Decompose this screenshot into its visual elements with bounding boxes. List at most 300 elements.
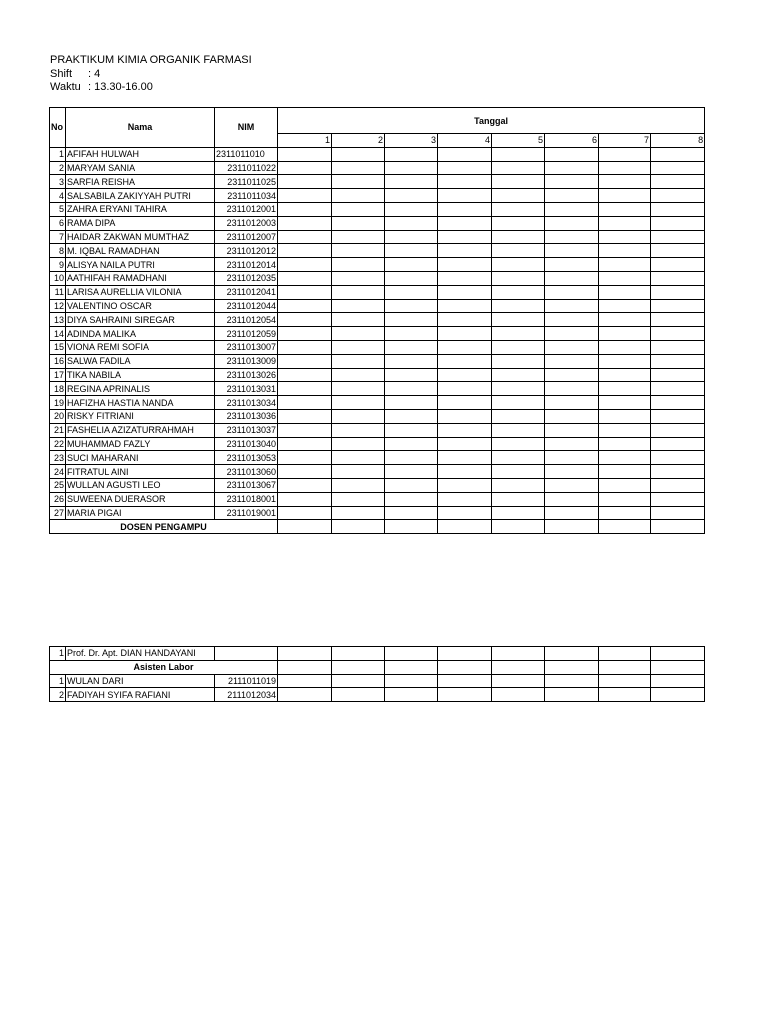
cell-nim: 2311012014 xyxy=(215,258,278,272)
cell-no: 2 xyxy=(50,161,66,175)
attendance-cell xyxy=(599,147,651,161)
attendance-cell xyxy=(438,465,492,479)
attendance-cell xyxy=(385,285,438,299)
attendance-cell xyxy=(438,451,492,465)
cell-nama: FITRATUL AINI xyxy=(66,465,215,479)
cell-no: 25 xyxy=(50,478,66,492)
cell-nim: 2311012041 xyxy=(215,285,278,299)
cell-nama: SUWEENA DUERASOR xyxy=(66,492,215,506)
attendance-cell xyxy=(332,258,385,272)
cell-no: 23 xyxy=(50,451,66,465)
attendance-cell xyxy=(545,161,599,175)
attendance-cell xyxy=(492,409,545,423)
attendance-cell xyxy=(492,647,545,661)
attendance-cell xyxy=(545,409,599,423)
attendance-cell xyxy=(651,175,705,189)
cell-nama: DIYA SAHRAINI SIREGAR xyxy=(66,313,215,327)
attendance-cell xyxy=(599,354,651,368)
attendance-cell xyxy=(651,520,705,534)
attendance-cell xyxy=(545,647,599,661)
asisten-labor-label: Asisten Labor xyxy=(50,660,278,674)
cell-no: 11 xyxy=(50,285,66,299)
cell-nim: 2311013067 xyxy=(215,478,278,492)
attendance-cell xyxy=(651,327,705,341)
attendance-cell xyxy=(492,258,545,272)
attendance-cell xyxy=(545,660,599,674)
attendance-cell xyxy=(385,451,438,465)
student-row xyxy=(50,202,705,216)
cell-nama: HAIDAR ZAKWAN MUMTHAZ xyxy=(66,230,215,244)
attendance-cell xyxy=(599,520,651,534)
student-rows xyxy=(50,147,705,533)
student-row xyxy=(50,258,705,272)
attendance-cell xyxy=(278,161,332,175)
attendance-cell xyxy=(438,660,492,674)
attendance-cell xyxy=(438,647,492,661)
attendance-cell xyxy=(278,258,332,272)
attendance-cell xyxy=(438,437,492,451)
attendance-cell xyxy=(438,382,492,396)
student-row xyxy=(50,465,705,479)
cell-nim: 2311012054 xyxy=(215,313,278,327)
attendance-cell xyxy=(492,313,545,327)
attendance-cell xyxy=(438,216,492,230)
attendance-cell xyxy=(545,202,599,216)
attendance-cell xyxy=(492,354,545,368)
attendance-cell xyxy=(599,660,651,674)
document-title: PRAKTIKUM KIMIA ORGANIK FARMASI xyxy=(50,54,252,66)
cell-nim: 2311012044 xyxy=(215,299,278,313)
header-tanggal: Tanggal xyxy=(278,108,705,134)
attendance-cell xyxy=(278,382,332,396)
attendance-cell xyxy=(599,313,651,327)
attendance-cell xyxy=(438,202,492,216)
attendance-cell xyxy=(385,202,438,216)
student-row xyxy=(50,313,705,327)
attendance-cell xyxy=(651,313,705,327)
attendance-cell xyxy=(492,368,545,382)
attendance-cell xyxy=(332,354,385,368)
cell-nama: WULLAN AGUSTI LEO xyxy=(66,478,215,492)
attendance-cell xyxy=(278,409,332,423)
attendance-cell xyxy=(332,285,385,299)
cell-no: 2 xyxy=(50,688,66,702)
attendance-cell xyxy=(278,299,332,313)
tanggal-number: 4 xyxy=(438,134,492,148)
attendance-cell xyxy=(385,216,438,230)
attendance-cell xyxy=(599,647,651,661)
attendance-cell xyxy=(651,285,705,299)
attendance-cell xyxy=(599,409,651,423)
asisten-label-row xyxy=(50,660,705,674)
attendance-cell xyxy=(545,520,599,534)
cell-nama: AATHIFAH RAMADHANI xyxy=(66,271,215,285)
attendance-cell xyxy=(599,340,651,354)
attendance-cell xyxy=(278,216,332,230)
attendance-cell xyxy=(651,478,705,492)
attendance-cell xyxy=(278,660,332,674)
cell-no: 27 xyxy=(50,506,66,520)
attendance-cell xyxy=(385,647,438,661)
attendance-cell xyxy=(385,189,438,203)
cell-nama: ZAHRA ERYANI TAHIRA xyxy=(66,202,215,216)
attendance-cell xyxy=(492,451,545,465)
attendance-cell xyxy=(545,147,599,161)
student-row xyxy=(50,244,705,258)
shift-value: : 4 xyxy=(88,68,101,80)
attendance-cell xyxy=(332,409,385,423)
attendance-cell xyxy=(332,478,385,492)
attendance-cell xyxy=(545,175,599,189)
attendance-cell xyxy=(438,520,492,534)
attendance-cell xyxy=(332,189,385,203)
attendance-cell xyxy=(651,382,705,396)
cell-nama: VALENTINO OSCAR xyxy=(66,299,215,313)
cell-nama: WULAN DARI xyxy=(66,674,215,688)
cell-nim: 2311013036 xyxy=(215,409,278,423)
attendance-cell xyxy=(599,258,651,272)
attendance-cell xyxy=(385,492,438,506)
attendance-cell xyxy=(438,299,492,313)
attendance-cell xyxy=(438,258,492,272)
attendance-cell xyxy=(385,299,438,313)
header-nama: Nama xyxy=(66,108,215,148)
cell-nim: 2311012001 xyxy=(215,202,278,216)
staff-rows xyxy=(50,647,705,702)
attendance-cell xyxy=(278,175,332,189)
cell-nama: ADINDA MALIKA xyxy=(66,327,215,341)
attendance-cell xyxy=(651,189,705,203)
attendance-cell xyxy=(545,189,599,203)
attendance-cell xyxy=(492,299,545,313)
cell-nama: SALWA FADILA xyxy=(66,354,215,368)
student-row xyxy=(50,189,705,203)
attendance-cell xyxy=(651,216,705,230)
attendance-cell xyxy=(278,506,332,520)
attendance-cell xyxy=(599,382,651,396)
cell-no: 15 xyxy=(50,340,66,354)
attendance-cell xyxy=(545,327,599,341)
attendance-cell xyxy=(332,313,385,327)
attendance-cell xyxy=(651,368,705,382)
attendance-cell xyxy=(278,327,332,341)
attendance-cell xyxy=(438,478,492,492)
attendance-cell xyxy=(545,299,599,313)
attendance-cell xyxy=(332,340,385,354)
waktu-line xyxy=(50,80,153,94)
attendance-cell xyxy=(332,202,385,216)
attendance-cell xyxy=(332,216,385,230)
staff-table xyxy=(49,646,705,702)
cell-nama: FASHELIA AZIZATURRAHMAH xyxy=(66,423,215,437)
attendance-cell xyxy=(332,382,385,396)
attendance-cell xyxy=(545,396,599,410)
attendance-cell xyxy=(651,492,705,506)
attendance-cell xyxy=(438,244,492,258)
cell-nim: 2311012035 xyxy=(215,271,278,285)
cell-no: 20 xyxy=(50,409,66,423)
attendance-cell xyxy=(332,147,385,161)
attendance-cell xyxy=(545,478,599,492)
cell-nim: 2311011025 xyxy=(215,175,278,189)
attendance-cell xyxy=(545,368,599,382)
cell-nim: 2311018001 xyxy=(215,492,278,506)
shift-label: Shift xyxy=(50,68,73,80)
attendance-cell xyxy=(599,216,651,230)
attendance-cell xyxy=(438,688,492,702)
header-no: No xyxy=(50,108,66,148)
attendance-cell xyxy=(651,354,705,368)
attendance-cell xyxy=(651,409,705,423)
cell-nama: LARISA AURELLIA VILONIA xyxy=(66,285,215,299)
attendance-cell xyxy=(332,423,385,437)
attendance-cell xyxy=(385,465,438,479)
attendance-cell xyxy=(438,313,492,327)
cell-nim: 2311011034 xyxy=(215,189,278,203)
attendance-cell xyxy=(278,202,332,216)
cell-nama: MUHAMMAD FAZLY xyxy=(66,437,215,451)
attendance-cell xyxy=(332,647,385,661)
attendance-cell xyxy=(438,147,492,161)
header-nim: NIM xyxy=(215,108,278,148)
attendance-cell xyxy=(492,202,545,216)
student-row xyxy=(50,299,705,313)
cell-nama: AFIFAH HULWAH xyxy=(66,147,215,161)
attendance-cell xyxy=(651,423,705,437)
attendance-cell xyxy=(545,285,599,299)
attendance-cell xyxy=(492,271,545,285)
cell-nama: SARFIA REISHA xyxy=(66,175,215,189)
attendance-cell xyxy=(492,189,545,203)
attendance-cell xyxy=(599,437,651,451)
attendance-cell xyxy=(332,660,385,674)
attendance-cell xyxy=(492,340,545,354)
attendance-cell xyxy=(651,674,705,688)
attendance-cell xyxy=(651,299,705,313)
attendance-cell xyxy=(278,688,332,702)
attendance-cell xyxy=(545,354,599,368)
attendance-cell xyxy=(438,368,492,382)
cell-no: 7 xyxy=(50,230,66,244)
cell-nim: 2311012003 xyxy=(215,216,278,230)
attendance-cell xyxy=(651,647,705,661)
attendance-cell xyxy=(545,271,599,285)
cell-no: 9 xyxy=(50,258,66,272)
attendance-cell xyxy=(651,147,705,161)
attendance-cell xyxy=(545,674,599,688)
attendance-cell xyxy=(438,189,492,203)
attendance-cell xyxy=(332,506,385,520)
cell-nim xyxy=(215,647,278,661)
attendance-cell xyxy=(599,175,651,189)
student-row xyxy=(50,478,705,492)
attendance-cell xyxy=(278,437,332,451)
cell-no: 1 xyxy=(50,147,66,161)
attendance-cell xyxy=(545,244,599,258)
attendance-cell xyxy=(278,423,332,437)
attendance-cell xyxy=(385,230,438,244)
attendance-cell xyxy=(599,299,651,313)
attendance-cell xyxy=(492,396,545,410)
attendance-cell xyxy=(545,313,599,327)
student-row xyxy=(50,437,705,451)
cell-no: 1 xyxy=(50,647,66,661)
attendance-cell xyxy=(599,230,651,244)
attendance-cell xyxy=(599,202,651,216)
student-row xyxy=(50,423,705,437)
dosen-pengampu-label: DOSEN PENGAMPU xyxy=(50,520,278,534)
tanggal-number: 3 xyxy=(385,134,438,148)
cell-nama: M. IQBAL RAMADHAN xyxy=(66,244,215,258)
attendance-cell xyxy=(599,423,651,437)
attendance-cell xyxy=(492,437,545,451)
cell-nim: 2311013040 xyxy=(215,437,278,451)
attendance-cell xyxy=(651,258,705,272)
attendance-cell xyxy=(278,465,332,479)
cell-nim: 2311013060 xyxy=(215,465,278,479)
attendance-cell xyxy=(278,396,332,410)
attendance-cell xyxy=(278,285,332,299)
attendance-cell xyxy=(651,271,705,285)
cell-nama: FADIYAH SYIFA RAFIANI xyxy=(66,688,215,702)
attendance-cell xyxy=(278,451,332,465)
attendance-cell xyxy=(651,340,705,354)
attendance-cell xyxy=(385,327,438,341)
attendance-cell xyxy=(545,216,599,230)
attendance-cell xyxy=(492,244,545,258)
student-row xyxy=(50,396,705,410)
attendance-cell xyxy=(332,674,385,688)
tanggal-number: 5 xyxy=(492,134,545,148)
cell-nama: REGINA APRINALIS xyxy=(66,382,215,396)
attendance-cell xyxy=(385,161,438,175)
tanggal-number: 7 xyxy=(599,134,651,148)
attendance-cell xyxy=(545,230,599,244)
attendance-cell xyxy=(438,506,492,520)
cell-nim: 2311011022 xyxy=(215,161,278,175)
attendance-cell xyxy=(332,299,385,313)
attendance-cell xyxy=(545,423,599,437)
cell-nama: MARIA PIGAI xyxy=(66,506,215,520)
attendance-cell xyxy=(385,368,438,382)
attendance-cell xyxy=(438,271,492,285)
cell-nama: TIKA NABILA xyxy=(66,368,215,382)
student-row xyxy=(50,340,705,354)
student-row xyxy=(50,354,705,368)
cell-no: 18 xyxy=(50,382,66,396)
attendance-cell xyxy=(385,478,438,492)
attendance-cell xyxy=(492,674,545,688)
attendance-cell xyxy=(438,354,492,368)
cell-nama: MARYAM SANIA xyxy=(66,161,215,175)
student-row xyxy=(50,285,705,299)
cell-no: 5 xyxy=(50,202,66,216)
attendance-cell xyxy=(332,368,385,382)
attendance-cell xyxy=(278,520,332,534)
cell-nim: 2311012059 xyxy=(215,327,278,341)
attendance-cell xyxy=(599,396,651,410)
attendance-cell xyxy=(385,409,438,423)
cell-no: 12 xyxy=(50,299,66,313)
cell-nama: HAFIZHA HASTIA NANDA xyxy=(66,396,215,410)
attendance-cell xyxy=(599,327,651,341)
attendance-cell xyxy=(332,175,385,189)
attendance-cell xyxy=(599,451,651,465)
attendance-cell xyxy=(385,506,438,520)
attendance-cell xyxy=(545,688,599,702)
cell-nama: SALSABILA ZAKIYYAH PUTRI xyxy=(66,189,215,203)
attendance-cell xyxy=(385,674,438,688)
cell-nim: 2111011019 xyxy=(215,674,278,688)
student-row xyxy=(50,175,705,189)
attendance-cell xyxy=(385,660,438,674)
attendance-cell xyxy=(651,465,705,479)
attendance-cell xyxy=(599,465,651,479)
dosen-row xyxy=(50,647,705,661)
cell-nim: 2311012012 xyxy=(215,244,278,258)
attendance-cell xyxy=(492,492,545,506)
attendance-cell xyxy=(332,688,385,702)
attendance-cell xyxy=(438,674,492,688)
attendance-cell xyxy=(651,451,705,465)
tanggal-number: 2 xyxy=(332,134,385,148)
attendance-cell xyxy=(438,175,492,189)
attendance-cell xyxy=(492,478,545,492)
cell-no: 4 xyxy=(50,189,66,203)
attendance-cell xyxy=(385,175,438,189)
cell-no: 21 xyxy=(50,423,66,437)
attendance-cell xyxy=(545,506,599,520)
attendance-cell xyxy=(278,147,332,161)
student-row xyxy=(50,382,705,396)
attendance-cell xyxy=(385,271,438,285)
attendance-cell xyxy=(385,354,438,368)
waktu-value: : 13.30-16.00 xyxy=(88,81,153,93)
cell-no: 16 xyxy=(50,354,66,368)
asisten-row xyxy=(50,674,705,688)
cell-nama: VIONA REMI SOFIA xyxy=(66,340,215,354)
attendance-cell xyxy=(332,465,385,479)
attendance-cell xyxy=(332,437,385,451)
attendance-cell xyxy=(385,313,438,327)
attendance-cell xyxy=(438,161,492,175)
attendance-cell xyxy=(492,147,545,161)
attendance-cell xyxy=(332,161,385,175)
student-row xyxy=(50,147,705,161)
attendance-cell xyxy=(599,271,651,285)
attendance-cell xyxy=(492,161,545,175)
student-row xyxy=(50,271,705,285)
attendance-cell xyxy=(278,492,332,506)
attendance-cell xyxy=(492,285,545,299)
attendance-cell xyxy=(385,147,438,161)
attendance-cell xyxy=(545,451,599,465)
attendance-cell xyxy=(278,647,332,661)
cell-no: 8 xyxy=(50,244,66,258)
attendance-cell xyxy=(492,688,545,702)
attendance-cell xyxy=(599,688,651,702)
student-row xyxy=(50,451,705,465)
attendance-cell xyxy=(599,368,651,382)
attendance-cell xyxy=(438,409,492,423)
attendance-cell xyxy=(278,354,332,368)
attendance-cell xyxy=(385,244,438,258)
attendance-cell xyxy=(545,437,599,451)
attendance-cell xyxy=(438,327,492,341)
cell-nama: ALISYA NAILA PUTRI xyxy=(66,258,215,272)
attendance-cell xyxy=(545,340,599,354)
attendance-cell xyxy=(599,478,651,492)
